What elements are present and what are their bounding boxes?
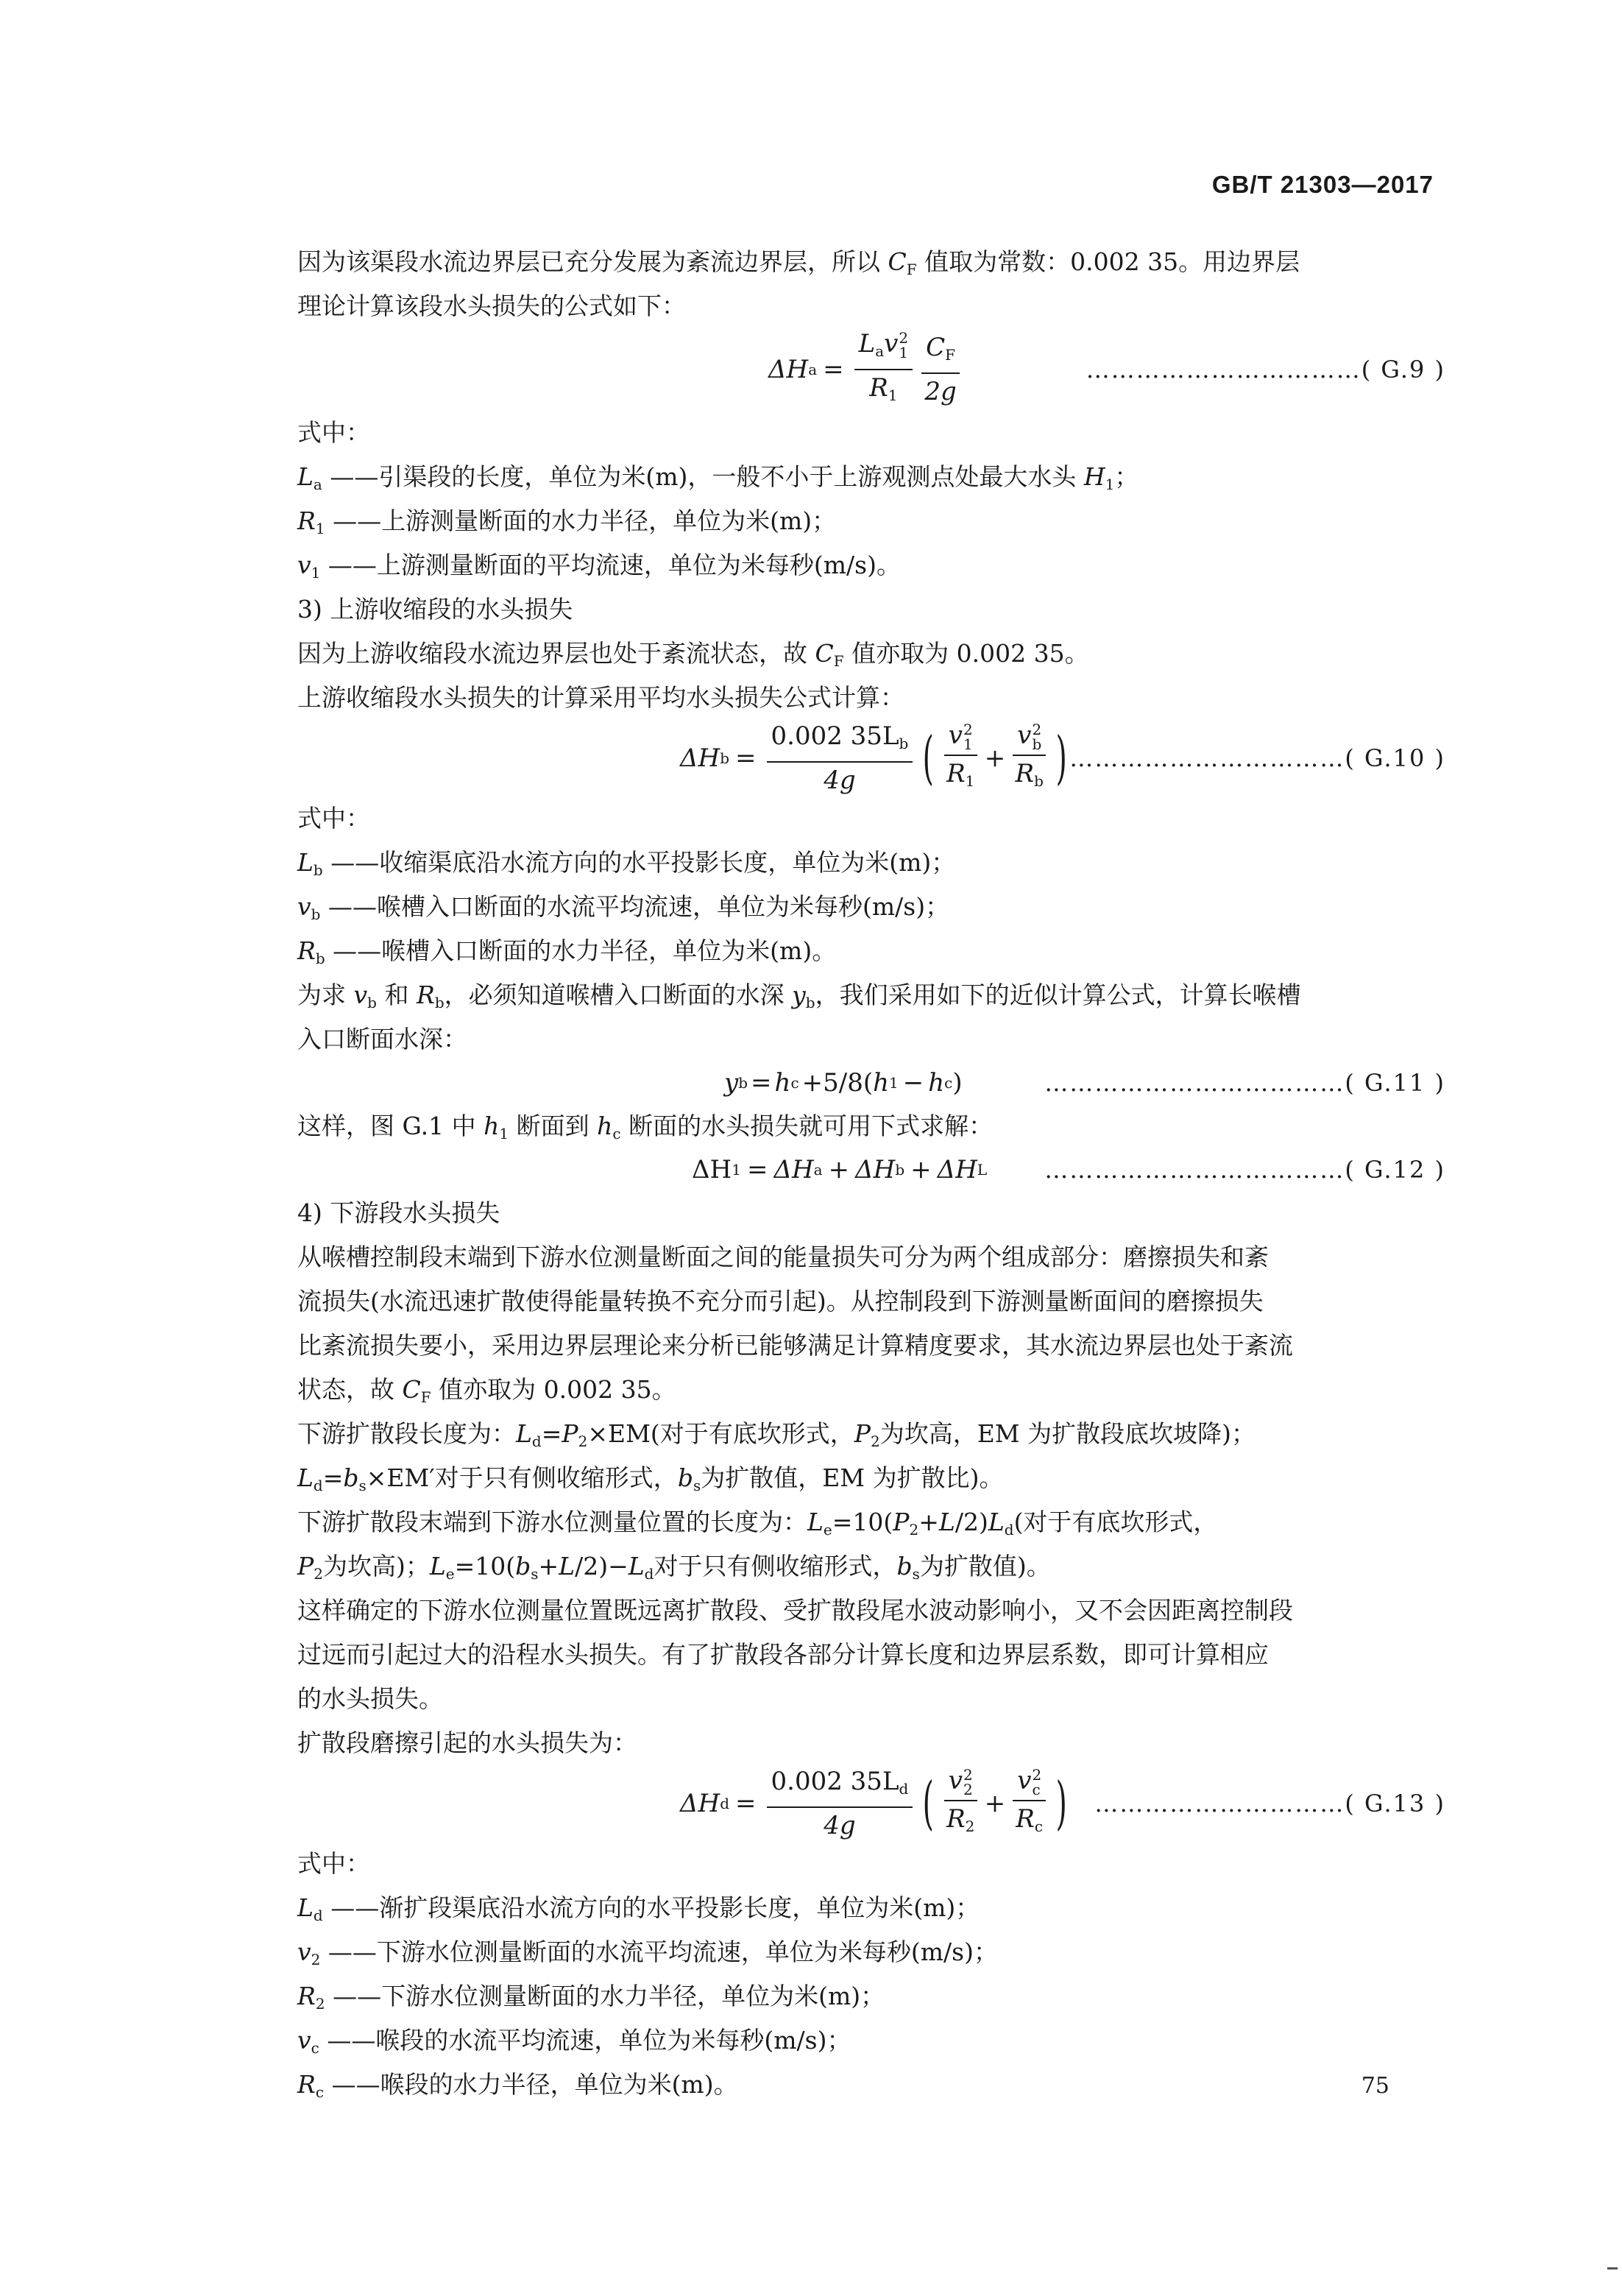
- definition-item: $v_1$ ——上游测量断面的平均流速，单位为米每秒(m/s)。: [297, 551, 901, 582]
- page-number: 75: [1361, 2073, 1389, 2099]
- fraction: $\frac{0.002 35L_b}{4g}$: [767, 721, 913, 795]
- paragraph: 为求 $v_b$ 和 $R_b$，必须知道喉槽入口断面的水深 $y_b$，我们采用如下的近似计算公式，计算长喉槽: [297, 981, 1301, 1011]
- equation-number: ……………………………… ( G.11 ): [1044, 1069, 1445, 1097]
- definition-item: $R_1$ ——上游测量断面的水力半径，单位为米(m)；: [297, 506, 837, 537]
- formula-g11: y b = h c +5/8( h 1 − h c ) ……………………………… ( G.11 ): [297, 1062, 1445, 1104]
- fraction: $\frac{0.002 35L_d}{4g}$: [767, 1767, 913, 1840]
- paragraph: 这样，图 G.1 中 $h_1$ 断面到 $h_c$ 断面的水头损失就可用下式求解：: [297, 1112, 994, 1142]
- definition-item: $L_d$ ——渐扩段渠底沿水流方向的水平投影长度，单位为米(m)；: [297, 1893, 980, 1924]
- fraction: v 2 1 $R_1$: [944, 721, 977, 796]
- paragraph: $P_2$为坎高)；$L_e=10(b_s+L/2)-L_d$对于只有侧收缩形式，$b_s$为扩散值)。: [297, 1552, 1051, 1583]
- paragraph: 过远而引起过大的沿程水头损失。有了扩散段各部分计算长度和边界层系数，即可计算相应: [297, 1640, 1269, 1669]
- definition-item: $L_a$ ——引渠段的长度，单位为米(m)，一般不小于上游观测点处最大水头 $H_1$；: [297, 462, 1139, 493]
- fraction: $\frac{C_F}{2g}$: [921, 333, 960, 406]
- definition-item: $v_2$ ——下游水位测量断面的水流平均流速，单位为米每秒(m/s)；: [297, 1938, 998, 1968]
- formula-g10: ΔH b = $\frac{0.002 35L_b}{4g}$ ( v 2 1 $R_1$ + v 2 b $R_b$ ) …………………………… ( G.10 ): [680, 721, 1445, 795]
- definition-item: $R_c$ ——喉段的水力半径，单位为米(m)。: [297, 2070, 738, 2101]
- paragraph: 状态，故 $C_F$ 值亦取为 0.002 35。: [297, 1375, 676, 1406]
- paragraph: 下游扩散段末端到下游水位测量位置的长度为：$L_e=10(P_2+L/2)L_d$(对于有底坎形式，: [297, 1508, 1218, 1539]
- paragraph: 入口断面水深：: [297, 1025, 467, 1053]
- equation-number: …………………………… ( G.10 ): [1069, 744, 1445, 772]
- paragraph: 上游收缩段水头损失的计算采用平均水头损失公式计算：: [297, 683, 904, 712]
- equation-number: ……………………………… ( G.12 ): [1044, 1156, 1445, 1184]
- section-heading: 3) 上游收缩段的水头损失: [297, 595, 573, 624]
- paragraph: 理论计算该段水头损失的公式如下：: [297, 292, 686, 320]
- paragraph: 下游扩散段长度为：$L_d=P_2\times EM$(对于有底坎形式，$P_2$为坎高，EM 为扩散段底坎坡降)；: [297, 1419, 1256, 1450]
- fraction: v 2 2 $R_2$: [944, 1766, 977, 1841]
- paragraph: 这样确定的下游水位测量位置既远离扩散段、受扩散段尾水波动影响小，又不会因距离控制段: [297, 1596, 1293, 1625]
- fraction: v 2 c $R_c$: [1013, 1766, 1046, 1841]
- where-label: 式中：: [297, 418, 370, 447]
- section-heading: 4) 下游段水头损失: [297, 1198, 500, 1227]
- page-content: [297, 240, 1445, 2107]
- formula-g12: ΔH 1 = ΔH a + ΔH b + ΔH L ……………………………… ( G.12 ): [297, 1148, 1445, 1191]
- definition-item: $R_b$ ——喉槽入口断面的水力半径，单位为米(m)。: [297, 936, 837, 967]
- standard-code: GB/T 21303—2017: [1211, 171, 1434, 198]
- formula-g13: ΔH d = $\frac{0.002 35L_d}{4g}$ ( v 2 2 $R_2$ + v 2 c $R_c$ ) ………………………… ( G.13 ): [680, 1766, 1445, 1840]
- paragraph: 比紊流损失要小，采用边界层理论来分析已能够满足计算精度要求，其水流边界层也处于紊流: [297, 1331, 1293, 1360]
- where-label: 式中：: [297, 804, 370, 833]
- fraction: $L_av$ 2 1 $R_1$: [854, 329, 913, 410]
- equation-number: …………………………… ( G.9 ): [1086, 356, 1445, 384]
- equation-number: ………………………… ( G.13 ): [1094, 1790, 1445, 1818]
- where-label: 式中：: [297, 1849, 370, 1878]
- paragraph: 因为该渠段水流边界层已充分发展为紊流边界层，所以 $C_F$ 值取为常数：0.002 35。用边界层: [297, 247, 1300, 278]
- definition-item: $v_c$ ——喉段的水流平均流速，单位为米每秒(m/s)；: [297, 2026, 851, 2057]
- paragraph: $L_d=b_s\times EM'$对于只有侧收缩形式，$b_s$为扩散值，EM 为扩散比)。: [297, 1463, 1004, 1494]
- fraction: v 2 b $R_b$: [1013, 721, 1046, 796]
- paragraph: 因为上游收缩段水流边界层也处于紊流状态，故 $C_F$ 值亦取为 0.002 35。: [297, 639, 1089, 670]
- paragraph: 扩散段磨擦引起的水头损失为：: [297, 1728, 637, 1757]
- paragraph: 流损失(水流迅速扩散使得能量转换不充分而引起)。从控制段到下游测量断面间的磨擦损失: [297, 1287, 1264, 1315]
- definition-item: $R_2$ ——下游水位测量断面的水力半径，单位为米(m)；: [297, 1982, 885, 2013]
- definition-item: $L_b$ ——收缩渠底沿水流方向的水平投影长度，单位为米(m)；: [297, 848, 956, 879]
- scan-mark: [1607, 2267, 1618, 2269]
- formula-g9: ΔH a = $L_av$ 2 1 $R_1$ $\frac{C_F}{2g}$ …………………………… ( G.9 ): [297, 328, 1445, 411]
- definition-item: $v_b$ ——喉槽入口断面的水流平均流速，单位为米每秒(m/s)；: [297, 892, 950, 923]
- paragraph: 从喉槽控制段末端到下游水位测量断面之间的能量损失可分为两个组成部分：磨擦损失和紊: [297, 1243, 1269, 1271]
- paragraph: 的水头损失。: [297, 1684, 443, 1713]
